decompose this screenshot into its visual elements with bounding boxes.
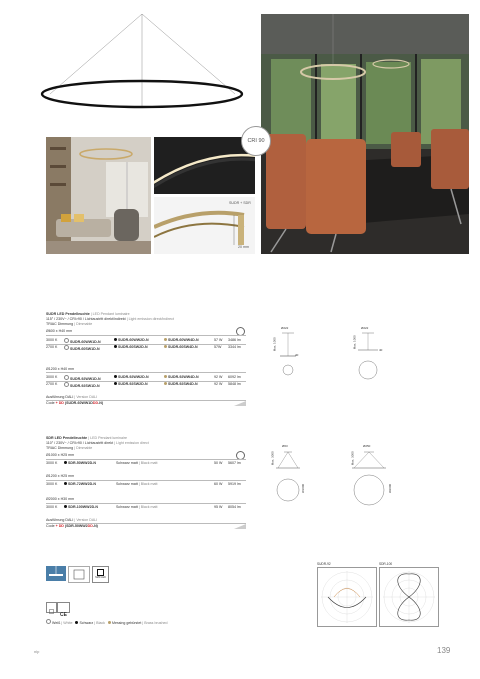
sdr-drawing-1000: Ø63 Max. 3000 Ø1000 (270, 448, 310, 510)
photometric-right-title: SDR-100 (379, 562, 393, 566)
sdr-code: Code + DD (SDR-50WW2DD-N) (46, 524, 98, 528)
sdr-row-2: 3000 K SDR-72WW2D-N Schwarz matt | Black matt 60 W 5919 lm (46, 482, 241, 486)
sdr-size-1: Ø1000 x H25 mm (46, 453, 75, 457)
footer-brand: nlp (34, 649, 40, 654)
cri-badge-text: CRI 90 (247, 138, 265, 144)
sdr-size-3: Ø2000 x H30 mm (46, 497, 75, 501)
smd-led-icon: SMD LED (92, 566, 109, 583)
sudr-code: Code + DD (SUDR-60WW1DDD-N) (46, 401, 104, 405)
sdr-drawing-2000: Ø250 Max. 3000 Ø2000 (350, 448, 400, 510)
photometric-left (317, 567, 377, 627)
sudr-size-b: Ø1200 x H40 mm (46, 367, 75, 371)
sdr-row-3: 3000 K SDR-100WW2D-N Schwarz matt | Black matt 95 W 8054 lm (46, 505, 241, 509)
sdr-size-2: Ø1200 x H25 mm (46, 474, 75, 478)
sudr-dimming: TRIAC Dimmung | Dimmable (46, 322, 93, 326)
sudr-size-a: Ø600 x H40 mm (46, 329, 73, 333)
remote-icon (68, 566, 90, 583)
sudr-specs: 115° / 230V~ / CRI>90 / Lichtaustritt direkt/indirekt | Light emission direct/indirect (46, 317, 174, 321)
sudr-dali: Ausführung DALI | Version DALI (46, 395, 98, 399)
photometric-left-title: SUDR-92 (317, 562, 331, 566)
color-legend: Weiß | White Schwarz | Black Messing gebürstet | Brass brushed (46, 619, 167, 626)
sdr-dimming: TRIAC Dimmung | Dimmable (46, 446, 93, 450)
cri-badge (241, 126, 271, 156)
sudr-row-a2: 2700 K SUDR-60SW1D-N SUDR-60SW2D-N SUDR-60SW4D-N 57W 3344 lm (46, 345, 241, 351)
product-photo-ring (30, 14, 255, 134)
sudr-row-a1: 3000 K SUDR-60WW1D-N SUDR-60WW2D-N SUDR-60WW4D-N 57 W 3486 lm (46, 338, 241, 344)
pendant-mount-icon (46, 566, 66, 581)
sdr-dali: Ausführung DALI | Version DALI (46, 518, 98, 522)
dali-icon-2 (234, 516, 246, 521)
ring-closeup-photo (154, 137, 255, 194)
photometric-right (379, 567, 439, 627)
sdr-specs: 110° / 230V~ / CRI>90 / Lichtaustritt direkt | Light emission direct (46, 441, 149, 445)
sudr-row-b2: 2700 K SUDR-92SW1D-N SUDR-92SW2D-N SUDR-92SW4D-N 92 W 5848 lm (46, 382, 241, 388)
section-label: SUDR + SDR (229, 201, 251, 205)
ce-icon: CE (57, 602, 70, 613)
sdr-row-1: 3000 K SDR-50WW2D-N Schwarz matt | Black matt 50 W 5607 lm (46, 461, 241, 465)
page-number: 139 (437, 646, 451, 655)
sdr-title: SDR LED Pendelleuchte | LED Pendant luminaire (46, 436, 128, 440)
sudr-drawing-600: Ø222 Max. 1000 40 (270, 328, 310, 378)
living-room-photo (46, 137, 151, 254)
sudr-drawing-1200: Ø222 Max. 1000 40 (350, 328, 390, 388)
sudr-title: SUDR LED Pendelleuchte | LED Pendant luminaire (46, 312, 130, 316)
dali-icon (234, 393, 246, 398)
ring-section-photo (154, 197, 255, 254)
dimension-label: 20 mm (238, 245, 249, 249)
ip-class-icon (46, 602, 57, 613)
conference-room-photo (261, 14, 469, 254)
sudr-row-b1: 3000 K SUDR-92WW1D-N SUDR-92WW2D-N SUDR-92WW4D-N 92 W 6092 lm (46, 375, 241, 381)
